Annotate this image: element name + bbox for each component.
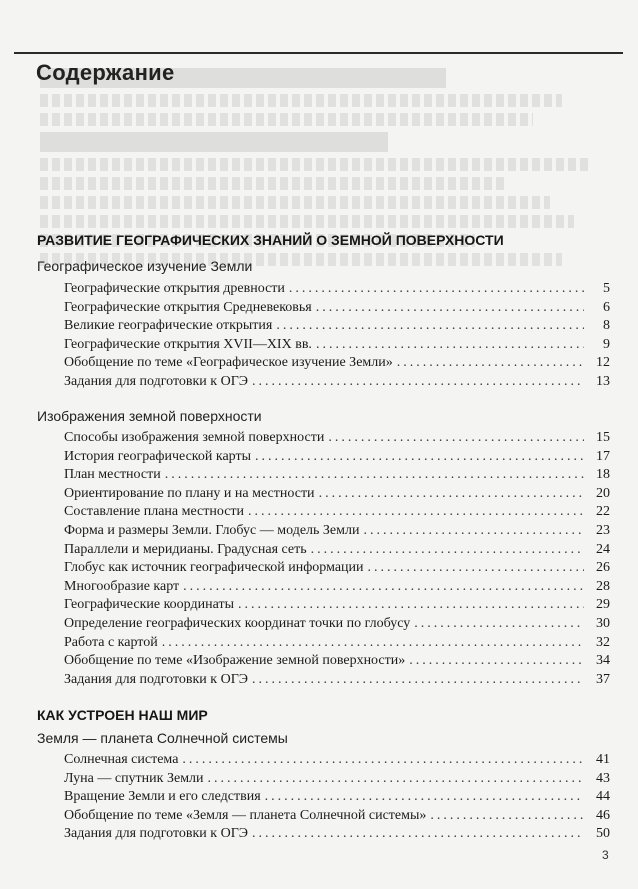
toc-entry[interactable] (64, 337, 610, 356)
toc-entry-page: 43 (596, 770, 610, 786)
toc-entry[interactable] (64, 653, 610, 672)
toc-list-1-2 (64, 430, 610, 690)
toc-leader-dots (311, 542, 584, 558)
toc-leader-dots (409, 653, 584, 669)
toc-entry[interactable] (64, 597, 610, 616)
toc-entry[interactable] (64, 374, 610, 393)
toc-entry[interactable] (64, 752, 610, 771)
toc-entry[interactable] (64, 579, 610, 598)
toc-entry-title: Географические координаты (64, 597, 234, 613)
toc-entry[interactable] (64, 771, 610, 790)
toc-entry-page: 12 (596, 355, 610, 371)
toc-entry-page: 41 (596, 752, 610, 767)
toc-entry-title: Задания для подготовки к ОГЭ (64, 671, 249, 687)
toc-entry-title: Способы изображения земной поверхности (64, 430, 325, 445)
toc-leader-dots (248, 504, 584, 520)
toc-entry-page: 24 (596, 541, 610, 557)
toc-entry-page: 37 (596, 671, 610, 687)
toc-entry[interactable] (64, 808, 610, 827)
toc-leader-dots (252, 374, 584, 390)
toc-entry-title: Обобщение по теме «Земля — планета Солнечной системы» (64, 807, 427, 823)
toc-entry-page: 18 (596, 467, 610, 483)
toc-entry[interactable] (64, 281, 610, 300)
toc-entry-title: Луна — спутник Земли (64, 770, 204, 786)
toc-entry-title: Параллели и меридианы. Градусная сеть (64, 541, 307, 557)
toc-entry-title: История географической карты (64, 448, 252, 464)
toc-leader-dots (316, 337, 584, 353)
section-heading-2: КАК УСТРОЕН НАШ МИР (37, 707, 208, 723)
toc-leader-dots (289, 281, 584, 297)
toc-leader-dots (165, 467, 584, 483)
toc-entry[interactable] (64, 467, 610, 486)
toc-entry[interactable] (64, 504, 610, 523)
toc-entry[interactable] (64, 523, 610, 542)
toc-entry-title: Солнечная система (64, 752, 179, 767)
subsection-title-2-1: Земля — планета Солнечной системы (37, 730, 288, 746)
top-rule (14, 52, 623, 54)
toc-entry-title: Многообразие карт (64, 578, 180, 594)
toc-leader-dots (363, 523, 584, 539)
toc-entry[interactable] (64, 635, 610, 654)
toc-entry-title: Определение географических координат точки по глобусу (64, 615, 411, 631)
toc-entry-page: 8 (603, 318, 610, 334)
toc-leader-dots (183, 579, 584, 595)
subsection-title-1-2: Изображения земной поверхности (37, 408, 262, 424)
toc-leader-dots (430, 808, 584, 824)
toc-leader-dots (328, 430, 584, 446)
toc-entry[interactable] (64, 486, 610, 505)
toc-leader-dots (252, 672, 584, 688)
toc-leader-dots (368, 560, 584, 576)
toc-entry[interactable] (64, 300, 610, 319)
toc-leader-dots (276, 318, 584, 334)
toc-entry-page: 13 (596, 373, 610, 389)
toc-entry[interactable] (64, 449, 610, 468)
toc-entry-title: Составление плана местности (64, 504, 245, 520)
toc-entry-title: Географические открытия XVII—XIX вв. (64, 336, 312, 352)
toc-entry-title: Задания для подготовки к ОГЭ (64, 826, 249, 842)
toc-leader-dots (265, 789, 584, 805)
toc-entry-page: 6 (603, 299, 610, 315)
toc-entry-page: 28 (596, 578, 610, 594)
toc-entry-title: Великие географические открытия (64, 318, 273, 334)
toc-leader-dots (316, 300, 584, 316)
toc-entry-page: 34 (596, 653, 610, 669)
toc-entry[interactable] (64, 430, 610, 449)
toc-entry-page: 50 (596, 826, 610, 842)
toc-entry[interactable] (64, 789, 610, 808)
subsection-title-1-1: Географическое изучение Земли (37, 258, 253, 274)
toc-entry-title: Географические открытия древности (64, 281, 285, 296)
toc-entry-page: 32 (596, 634, 610, 650)
toc-entry-title: Работа с картой (64, 634, 158, 650)
toc-entry-page: 46 (596, 807, 610, 823)
toc-entry-title: Обобщение по теме «Изображение земной поверхности» (64, 653, 406, 669)
toc-entry-title: Глобус как источник географической информации (64, 560, 364, 576)
toc-leader-dots (182, 752, 584, 768)
toc-leader-dots (238, 597, 584, 613)
toc-entry-title: Географические открытия Средневековья (64, 299, 312, 315)
toc-entry-title: Обобщение по теме «Географическое изучение Земли» (64, 355, 393, 371)
toc-entry[interactable] (64, 318, 610, 337)
toc-entry[interactable] (64, 826, 610, 845)
toc-entry-title: Форма и размеры Земли. Глобус — модель Земли (64, 522, 360, 538)
toc-leader-dots (252, 826, 584, 842)
toc-entry-page: 17 (596, 448, 610, 464)
toc-leader-dots (414, 616, 584, 632)
toc-entry-page: 23 (596, 522, 610, 538)
toc-entry-page: 5 (603, 281, 610, 296)
toc-entry-page: 9 (603, 336, 610, 352)
page-title: Содержание (36, 60, 175, 85)
toc-entry-page: 30 (596, 615, 610, 631)
toc-leader-dots (208, 771, 584, 787)
toc-entry-page: 44 (596, 789, 610, 805)
toc-list-1-1 (64, 281, 610, 393)
toc-entry[interactable] (64, 542, 610, 561)
section-heading-1: РАЗВИТИЕ ГЕОГРАФИЧЕСКИХ ЗНАНИЙ О ЗЕМНОЙ ПОВЕРХНОСТИ (37, 232, 504, 248)
toc-entry-page: 20 (596, 485, 610, 501)
page-number: 3 (602, 848, 609, 862)
toc-entry-page: 15 (596, 430, 610, 445)
toc-entry-page: 26 (596, 560, 610, 576)
toc-leader-dots (162, 635, 584, 651)
toc-entry-page: 22 (596, 504, 610, 520)
toc-leader-dots (255, 449, 584, 465)
toc-entry-title: Ориентирование по плану и на местности (64, 485, 315, 501)
toc-entry[interactable] (64, 560, 610, 579)
toc-entry[interactable] (64, 616, 610, 635)
toc-entry-title: План местности (64, 467, 161, 483)
toc-list-2-1 (64, 752, 610, 845)
toc-leader-dots (319, 486, 584, 502)
toc-entry-page: 29 (596, 597, 610, 613)
toc-entry[interactable] (64, 672, 610, 691)
toc-entry[interactable] (64, 355, 610, 374)
toc-entry-title: Задания для подготовки к ОГЭ (64, 373, 249, 389)
toc-entry-title: Вращение Земли и его следствия (64, 789, 261, 805)
toc-leader-dots (397, 355, 584, 371)
